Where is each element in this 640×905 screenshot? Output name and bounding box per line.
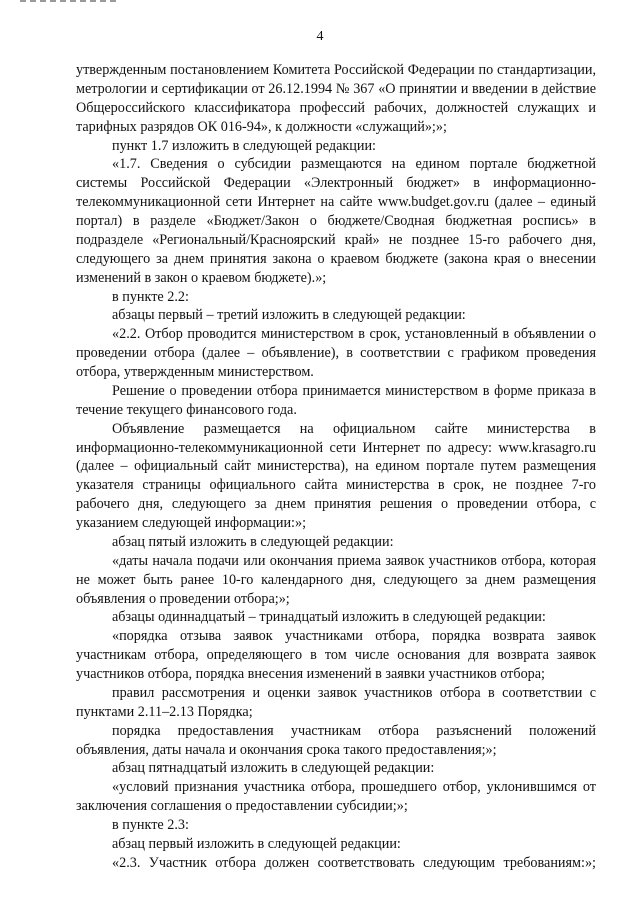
paragraph-12: «порядка отзыва заявок участниками отбора, порядка возврата заявок участникам отбора, определяющего в том числе основания для возврата заявок участников отбора, порядка внесения изменений в заявки участников отбора; <box>76 628 596 682</box>
paragraph-15: абзац пятнадцатый изложить в следующей редакции: <box>112 760 435 777</box>
paragraph-1: утвержденным постановлением Комитета Российской Федерации по стандартизации, метрологии и сертификации от 26.12.1994 № 367 «О принятии и введении в действие Общероссийского классификатора профессий рабочих, должностей служащих и тарифных разрядов ОК 016-94», к должности «служащий»;»; <box>76 62 596 135</box>
scan-edge-mark <box>20 0 116 6</box>
paragraph-18: абзац первый изложить в следующей редакции: <box>112 835 401 852</box>
paragraph-16: «условий признания участника отбора, прошедшего отбор, уклонившимся от заключения соглашения о предоставлении субсидии;»; <box>76 779 596 815</box>
paragraph-3: «1.7. Сведения о субсидии размещаются на едином портале бюджетной системы Российской Федерации «Электронный бюджет» в информационно-телекоммуникационной сети Интернет на сайте www.budget.gov.ru (далее – единый портал) в разделе «Бюджет/Закон о бюджете/Сводная бюджетная роспись» в подразделе «Региональный/Красноярский край» не позднее 15-го рабочего дня, следующего за днем принятия закона о краевом бюджете (закона края о внесении изменений в закон о краевом бюджете).»; <box>76 156 596 286</box>
paragraph-9: абзац пятый изложить в следующей редакции: <box>112 533 394 550</box>
paragraph-17: в пункте 2.3: <box>112 817 189 833</box>
paragraph-5: абзацы первый – третий изложить в следующей редакции: <box>112 307 466 324</box>
paragraph-10: «даты начала подачи или окончания приема заявок участников отбора, которая не может быть ранее 10-го календарного дня, следующего за днем размещения объявления о проведении отбора;»; <box>76 552 596 607</box>
paragraph-2: пункт 1.7 изложить в следующей редакции: <box>112 137 376 154</box>
paragraph-6: «2.2. Отбор проводится министерством в срок, установленный в объявлении о проведении отбора (далее – объявление), в соответствии с графиком проведения отбора, утвержденным министерством. <box>76 326 596 380</box>
paragraph-14: порядка предоставления участникам отбора разъяснений положений объявления, даты начала и окончания срока такого предоставления;»; <box>76 722 596 758</box>
paragraph-8: Объявление размещается на официальном сайте министерства в информационно-телекоммуникационной сети Интернет по адресу: www.krasagro.ru (далее – официальный сайт министерства), на едином портале путем размещения указателя страницы официального сайта министерства в срок, не позднее 7-го рабочего дня, следующего за днем принятия решения о проведении отбора, с указанием следующей информации:»; <box>76 420 596 531</box>
paragraph-7: Решение о проведении отбора принимается министерством в форме приказа в течение текущего финансового года. <box>76 382 596 418</box>
paragraph-4: в пункте 2.2: <box>112 288 189 305</box>
document-body <box>76 61 596 873</box>
page-number: 4 <box>316 29 324 44</box>
paragraph-19: «2.3. Участник отбора должен соответствовать следующим требованиям:»; <box>112 854 596 871</box>
paragraph-13: правил рассмотрения и оценки заявок участников отбора в соответствии с пунктами 2.11–2.13 Порядка; <box>76 684 596 720</box>
paragraph-11: абзацы одиннадцатый – тринадцатый изложить в следующей редакции: <box>112 609 546 626</box>
